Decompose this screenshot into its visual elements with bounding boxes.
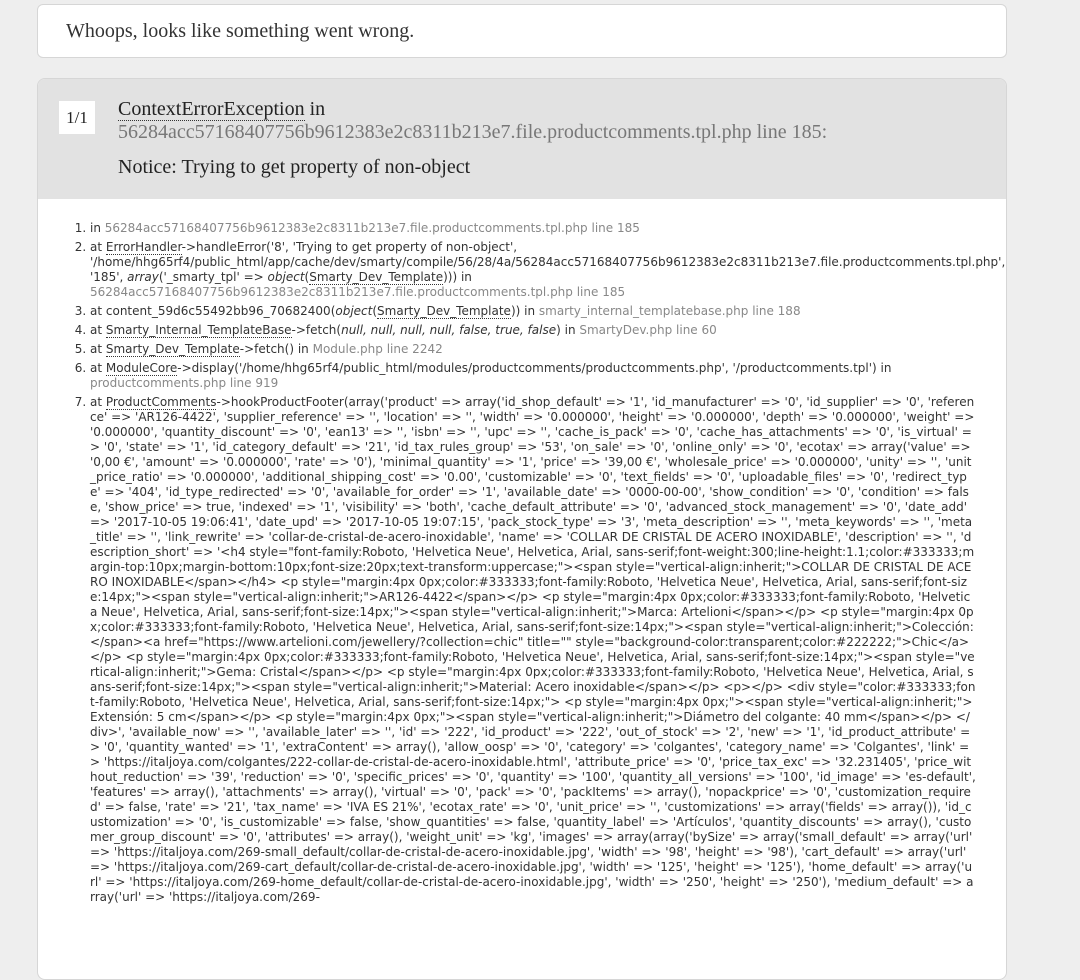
trace-class[interactable]: ErrorHandler: [105, 240, 182, 254]
trace-location: 56284acc57168407756b9612383e2c8311b213e7.file.productcomments.tpl.php line 185: [90, 285, 626, 299]
error-banner: [37, 4, 1007, 58]
exception-message: Notice: Trying to get property of non-object: [118, 156, 471, 178]
trace-object-class[interactable]: Smarty_Dev_Template: [309, 270, 444, 284]
trace-item: 5. at Smarty_Dev_Template->fetch() in Module.php line 2242: [90, 342, 976, 357]
trace-item: 2. at ErrorHandler->handleError('8', 'Trying to get property of non-object', '/home/hhg65rf4/public_html/app/cache/dev/smarty/compile/56/28/4a/56284acc57168407756b9612383e2c8311b213e7.file.productcomments.tpl.php', '185', array('_smarty_tpl' => object(Smarty_Dev_Template))) in 56284acc57168407756b9612383e2c8311b213e7.file.productcomments.tpl.php line 185: [90, 240, 976, 300]
trace-item: 6. at ModuleCore->display('/home/hhg65rf4/public_html/modules/productcomments/productcomments.php', '/productcomments.tpl') in productcomments.php line 919: [90, 361, 976, 391]
trace-item: 3. at content_59d6c55492bb96_70682400(object(Smarty_Dev_Template)) in smarty_internal_templatebase.php line 188: [90, 304, 976, 319]
trace-class[interactable]: Smarty_Internal_TemplateBase: [105, 323, 292, 337]
trace-location: smarty_internal_templatebase.php line 188: [538, 304, 801, 318]
exception-colon: :: [821, 121, 828, 143]
exception-header: [38, 79, 1006, 199]
trace-item: 7. at ProductComments->hookProductFooter(array('product' => array('id_shop_default' => '1', 'id_manufacturer' => '0', 'id_supplier' => '0', 'reference' => 'AR126-4422', 'supplier_reference' => '', 'location' => '', 'width' => '0.000000', 'height' => '0.000000', 'depth' => '0.000000', 'weight' => '0.000000', 'quantity_discount' => '0', 'ean13' => '', 'isbn' => '', 'upc' => '', 'cache_is_pack' => '0', 'cache_has_attachments' => '0', 'is_virtual' => '0', 'state' => '1', 'id_category_default' => '21', 'id_tax_rules_group' => '53', 'on_sale' => '0', 'online_only' => '0', 'ecotax' => array('value' => '0,00 €', 'amount' => '0.000000', 'rate' => '0'), 'minimal_quantity' => '1', 'price' => '39,00 €', 'wholesale_price' => '0.000000', 'unity' => '', 'unit_price_ratio' => '0.000000', 'additional_shipping_cost' => '0.00', 'customizable' => '0', 'text_fields' => '0', 'uploadable_files' => '0', 'redirect_type' => '404', 'id_type_redirected' => '0', 'available_for_order' => '1', 'available_date' => '0000-00-00', 'show_condition' => '0', 'condition' => false, 'show_price' => true, 'indexed' => '1', 'visibility' => 'both', 'cache_default_attribute' => '0', 'advanced_stock_management' => '0', 'date_add' => '2017-10-05 19:06:41', 'date_upd' => '2017-10-05 19:07:15', 'pack_stock_type' => '3', 'meta_description' => '', 'meta_keywords' => '', 'meta_title' => '', 'link_rewrite' => 'collar-de-cristal-de-acero-inoxidable', 'name' => 'COLLAR DE CRISTAL DE ACERO INOXIDABLE', 'description' => '', 'description_short' => '<h4 style="font-family:Roboto, 'Helvetica Neue', Helvetica, Arial, sans-serif;font-weight:300;line-height:1.1;color:#333333;margin-top:10px;margin-bottom:10px;font-size:20px;text-transform:uppercase;"><span style="vertical-align:inherit;">COLLAR DE CRISTAL DE ACERO INOXIDABLE</span></h4> <p style="margin:4px 0px;color:#333333;font-family:Roboto, 'Helvetica Neue', Helvetica, Arial, sans-serif;font-size:14px;"><span style="vertical-align:inherit;">AR126-4422</span></p> <p style="margin:4px 0px;color:#333333;font-family:Roboto, 'Helvetica Neue', Helvetica, Arial, sans-serif;font-size:14px;"><span style="vertical-align:inherit;">Marca: Artelioni</span></p> <p style="margin:4px 0px;color:#333333;font-family:Roboto, 'Helvetica Neue', Helvetica, Arial, sans-serif;font-size:14px;"><span style="vertical-align:inherit;">Colección: </span><a href="https://www.artelioni.com/jewellery/?collection=chic" title="" style="background-color:transparent;color:#222222;">Chic</a></p> <p style="margin:4px 0px;color:#333333;font-family:Roboto, 'Helvetica Neue', Helvetica, Arial, sans-serif;font-size:14px;"><span style="vertical-align:inherit;">Gema: Cristal</span></p> <p style="margin:4px 0px;color:#333333;font-family:Roboto, 'Helvetica Neue', Helvetica, Arial, sans-serif;font-size:14px;"><span style="vertical-align:inherit;">Material: Acero inoxidable</span></p> <p></p> <div style="color:#333333;font-family:Roboto, 'Helvetica Neue', Helvetica, Arial, sans-serif;font-size:14px;"> <p style="margin:4px 0px;"><span style="vertical-align:inherit;">Extensión: 5 cm</span></p> <p style="margin:4px 0px;"><span style="vertical-align:inherit;">Diámetro del colgante: 40 mm</span></p> </div>', 'available_now' => '', 'available_later' => '', 'id' => '222', 'id_product' => '222', 'out_of_stock' => '2', 'new' => '1', 'id_product_attribute' => '0', 'quantity_wanted' => '1', 'extraContent' => array(), 'allow_oosp' => '0', 'category' => 'colgantes', 'category_name' => 'Colgantes', 'link' => 'https://italjoya.com/colgantes/222-collar-de-cristal-de-acero-inoxidable.html', 'attribute_price' => '0', 'price_tax_exc' => '32.231405', 'price_without_reduction' => '39', 'reduction' => '0', 'specific_prices' => '0', 'quantity' => '100', 'quantity_all_versions' => '100', 'id_image' => 'es-default', 'features' => array(), 'attachments' => array(), 'virtual' => '0', 'pack' => '0', 'packItems' => array(), 'nopackprice' => '0', 'customization_required' => false, 'rate' => '21', 'tax_name' => 'IVA ES 21%', 'ecotax_rate' => '0', 'unit_price' => '', 'customizations' => array('fields' => array()), 'id_customization' => '0', 'is_customizable' => false, 'show_quantities' => false, 'quantity_label' => 'Artículos', 'quantity_discounts' => array(), 'customer_group_discount' => '0', 'attributes' => array(), 'weight_unit' => 'kg', 'images' => array(array('bySize' => array('small_default' => array('url' => 'https://italjoya.com/269-small_default/collar-de-cristal-de-acero-inoxidable.jpg', 'width' => '98', 'height' => '98'), 'cart_default' => array('url' => 'https://italjoya.com/269-cart_default/collar-de-cristal-de-acero-inoxidable.jpg', 'width' => '125', 'height' => '125'), 'home_default' => array('url' => 'https://italjoya.com/269-home_default/collar-de-cristal-de-acero-inoxidable.jpg', 'width' => '250', 'height' => '250'), 'medium_default' => array('url' => 'https://italjoya.com/269-: [90, 395, 976, 905]
trace-arguments: array('product' => array('id_shop_default' => '1', 'id_manufacturer' => '0', 'id_supplier' => '0', 'reference' => 'AR126-4422', 'supplier_reference' => '', 'location' => '', 'width' => '0.000000', 'height' => '0.000000', 'depth' => '0.000000', 'weight' => '0.000000', 'quantity_discount' => '0', 'ean13' => '', 'isbn' => '', 'upc' => '', 'cache_is_pack' => '0', 'cache_has_attachments' => '0', 'is_virtual' => '0', 'state' => '1', 'id_category_default' => '21', 'id_tax_rules_group' => '53', 'on_sale' => '0', 'online_only' => '0', 'ecotax' => array('value' => '0,00 €', 'amount' => '0.000000', 'rate' => '0'), 'minimal_quantity' => '1', 'price' => '39,00 €', 'wholesale_price' => '0.000000', 'unity' => '', 'unit_price_ratio' => '0.000000', 'additional_shipping_cost' => '0.00', 'customizable' => '0', 'text_fields' => '0', 'uploadable_files' => '0', 'redirect_type' => '404', 'id_type_redirected' => '0', 'available_for_order' => '1', 'available_date' => '0000-00-00', 'show_condition' => '0', 'condition' => false, 'show_price' => true, 'indexed' => '1', 'visibility' => 'both', 'cache_default_attribute' => '0', 'advanced_stock_management' => '0', 'date_add' => '2017-10-05 19:06:41', 'date_upd' => '2017-10-05 19:07:15', 'pack_stock_type' => '3', 'meta_description' => '', 'meta_keywords' => '', 'meta_title' => '', 'link_rewrite' => 'collar-de-cristal-de-acero-inoxidable', 'name' => 'COLLAR DE CRISTAL DE ACERO INOXIDABLE', 'description' => '', 'description_short' => '<h4 style="font-family:Roboto, 'Helvetica Neue', Helvetica, Arial, sans-serif;font-weight:300;line-height:1.1;color:#333333;margin-top:10px;margin-bottom:10px;font-size:20px;text-transform:uppercase;"><span style="vertical-align:inherit;">COLLAR DE CRISTAL DE ACERO INOXIDABLE</span></h4> <p style="margin:4px 0px;color:#333333;font-family:Roboto, 'Helvetica Neue', Helvetica, Arial, sans-serif;font-size:14px;"><span style="vertical-align:inherit;">AR126-4422</span></p> <p style="margin:4px 0px;color:#333333;font-family:Roboto, 'Helvetica Neue', Helvetica, Arial, sans-serif;font-size:14px;"><span style="vertical-align:inherit;">Marca: Artelioni</span></p> <p style="margin:4px 0px;color:#333333;font-family:Roboto, 'Helvetica Neue', Helvetica, Arial, sans-serif;font-size:14px;"><span style="vertical-align:inherit;">Colección: </span><a href="https://www.artelioni.com/jewellery/?collection=chic" title="" style="background-color:transparent;color:#222222;">Chic</a></p> <p style="margin:4px 0px;color:#333333;font-family:Roboto, 'Helvetica Neue', Helvetica, Arial, sans-serif;font-size:14px;"><span style="vertical-align:inherit;">Gema: Cristal</span></p> <p style="margin:4px 0px;color:#333333;font-family:Roboto, 'Helvetica Neue', Helvetica, Arial, sans-serif;font-size:14px;"><span style="vertical-align:inherit;">Material: Acero inoxidable</span></p> <p></p> <div style="color:#333333;font-family:Roboto, 'Helvetica Neue', Helvetica, Arial, sans-serif;font-size:14px;"> <p style="margin:4px 0px;"><span style="vertical-align:inherit;">Extensión: 5 cm</span></p> <p style="margin:4px 0px;"><span style="vertical-align:inherit;">Diámetro del colgante: 40 mm</span></p> </div>', 'available_now' => '', 'available_later' => '', 'id' => '222', 'id_product' => '222', 'out_of_stock' => '2', 'new' => '1', 'id_product_attribute' => '0', 'quantity_wanted' => '1', 'extraContent' => array(), 'allow_oosp' => '0', 'category' => 'colgantes', 'category_name' => 'Colgantes', 'link' => 'https://italjoya.com/colgantes/222-collar-de-cristal-de-acero-inoxidable.html', 'attribute_price' => '0', 'price_tax_exc' => '32.231405', 'price_without_reduction' => '39', 'reduction' => '0', 'specific_prices' => '0', 'quantity' => '100', 'quantity_all_versions' => '100', 'id_image' => 'es-default', 'features' => array(), 'attachments' => array(), 'virtual' => '0', 'pack' => '0', 'packItems' => array(), 'nopackprice' => '0', 'customization_required' => false, 'rate' => '21', 'tax_name' => 'IVA ES 21%', 'ecotax_rate' => '0', 'unit_price' => '', 'customizations' => array('fields' => array()), 'id_customization' => '0', 'is_customizable' => false, 'show_quantities' => false, 'quantity_label' => 'Artículos', 'quantity_discounts' => array(), 'customer_group_discount' => '0', 'attributes' => array(), 'weight_unit' => 'kg', 'images' => array(array('bySize' => array('small_default' => array('url' => 'https://italjoya.com/269-small_default/collar-de-cristal-de-acero-inoxidable.jpg', 'width' => '98', 'height' => '98'), 'cart_default' => array('url' => 'https://italjoya.com/269-cart_default/collar-de-cristal-de-acero-inoxidable.jpg', 'width' => '125', 'height' => '125'), 'home_default' => array('url' => 'https://italjoya.com/269-home_default/collar-de-cristal-de-acero-inoxidable.jpg', 'width' => '250', 'height' => '250'), 'medium_default' => array('url' => 'https://italjoya.com/269-: [90, 395, 980, 904]
exception-in-text: in: [304, 98, 326, 120]
trace-location: Module.php line 2242: [312, 342, 443, 356]
trace-item: 1. in 56284acc57168407756b9612383e2c8311b213e7.file.productcomments.tpl.php line 185: [90, 221, 976, 236]
trace-location: productcomments.php line 919: [90, 376, 279, 390]
exception-counter: 1/1: [59, 101, 95, 134]
stack-trace: [38, 199, 1006, 905]
exception-summary: [118, 98, 998, 179]
error-page: [37, 4, 1007, 980]
exception-file: 56284acc57168407756b9612383e2c8311b213e7.file.productcomments.tpl.php line 185: [118, 121, 822, 143]
trace-item: 4. at Smarty_Internal_TemplateBase->fetch(null, null, null, null, false, true, false) in SmartyDev.php line 60: [90, 323, 976, 338]
trace-class[interactable]: Smarty_Dev_Template: [105, 342, 240, 356]
trace-location: SmartyDev.php line 60: [579, 323, 717, 337]
exception-class[interactable]: ContextErrorException: [118, 98, 305, 120]
error-banner-text: Whoops, looks like something went wrong.: [66, 20, 415, 42]
trace-location: 56284acc57168407756b9612383e2c8311b213e7.file.productcomments.tpl.php line 185: [104, 221, 640, 235]
trace-class[interactable]: ModuleCore: [105, 361, 178, 375]
trace-object-class[interactable]: Smarty_Dev_Template: [377, 304, 511, 318]
exception-panel: [37, 78, 1007, 980]
trace-class[interactable]: ProductComments: [105, 395, 217, 409]
